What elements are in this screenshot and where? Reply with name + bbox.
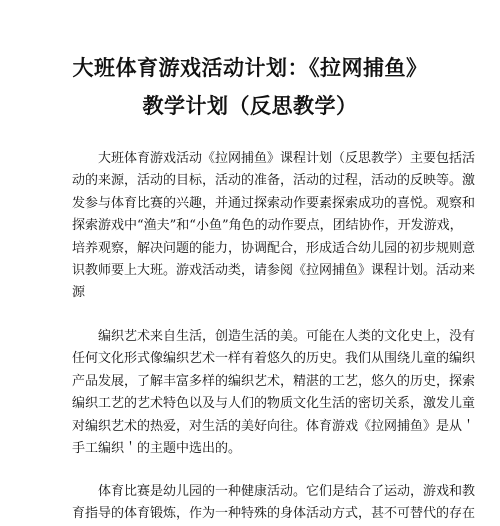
document-title-line-1: 大班体育游戏活动计划：《拉网捕鱼》 — [72, 55, 428, 80]
paragraph-line: 编织艺术来自生活，创造生活的美。可能在人类的文化史上，没有 — [98, 329, 476, 344]
paragraph-line: 发参与体育比赛的兴趣，并通过探索动作要素探索成功的喜悦。观察和 — [72, 195, 476, 211]
paragraph-line: 动的来源，活动的目标，活动的准备，活动的过程，活动的反映等。激 — [72, 173, 476, 189]
paragraph-line: 探索游戏中“渔夫”和“小鱼”角色的动作要点，团结协作，开发游戏， — [72, 218, 463, 234]
document-title-line-2: 教学计划（反思教学） — [142, 93, 358, 118]
paragraph-line: 编织工艺的艺术特色以及与人们的物质文化生活的密切关系，激发儿童 — [72, 396, 476, 412]
paragraph-line: 大班体育游戏活动《拉网捕鱼》课程计划（反思教学）主要包括活 — [98, 151, 476, 166]
paragraph-line: 对编织艺术的热爱，对生活的美好向往。体育游戏《拉网捕鱼》是从＇ — [72, 418, 476, 434]
paragraph-3 — [72, 481, 476, 526]
paragraph-1 — [72, 148, 476, 305]
paragraph-line: 育指导的体育锻炼，作为一种特殊的身体活动方式，甚不可替代的存在 — [72, 506, 476, 522]
paragraph-line: 培养观察，解决问题的能力，协调配合，形成适合幼儿园的初步规则意 — [72, 240, 476, 256]
paragraph-line: 任何文化形式像编织艺术一样有着悠久的历史。我们从围绕儿童的编织 — [72, 351, 476, 367]
paragraph-line: 体育比赛是幼儿园的一种健康活动。它们是结合了运动，游戏和教 — [98, 484, 476, 499]
paragraph-line: 手工编织＇的主题中选出的。 — [72, 441, 242, 457]
paragraph-line: 识教师要上大班。游戏活动类，请参阅《拉网捕鱼》课程计划。活动来 — [72, 263, 476, 279]
paragraph-2 — [72, 326, 476, 460]
paragraph-line: 产品发展，了解丰富多样的编织艺术，精湛的工艺，悠久的历史，探索 — [72, 373, 476, 389]
paragraph-line: 源 — [72, 285, 86, 301]
